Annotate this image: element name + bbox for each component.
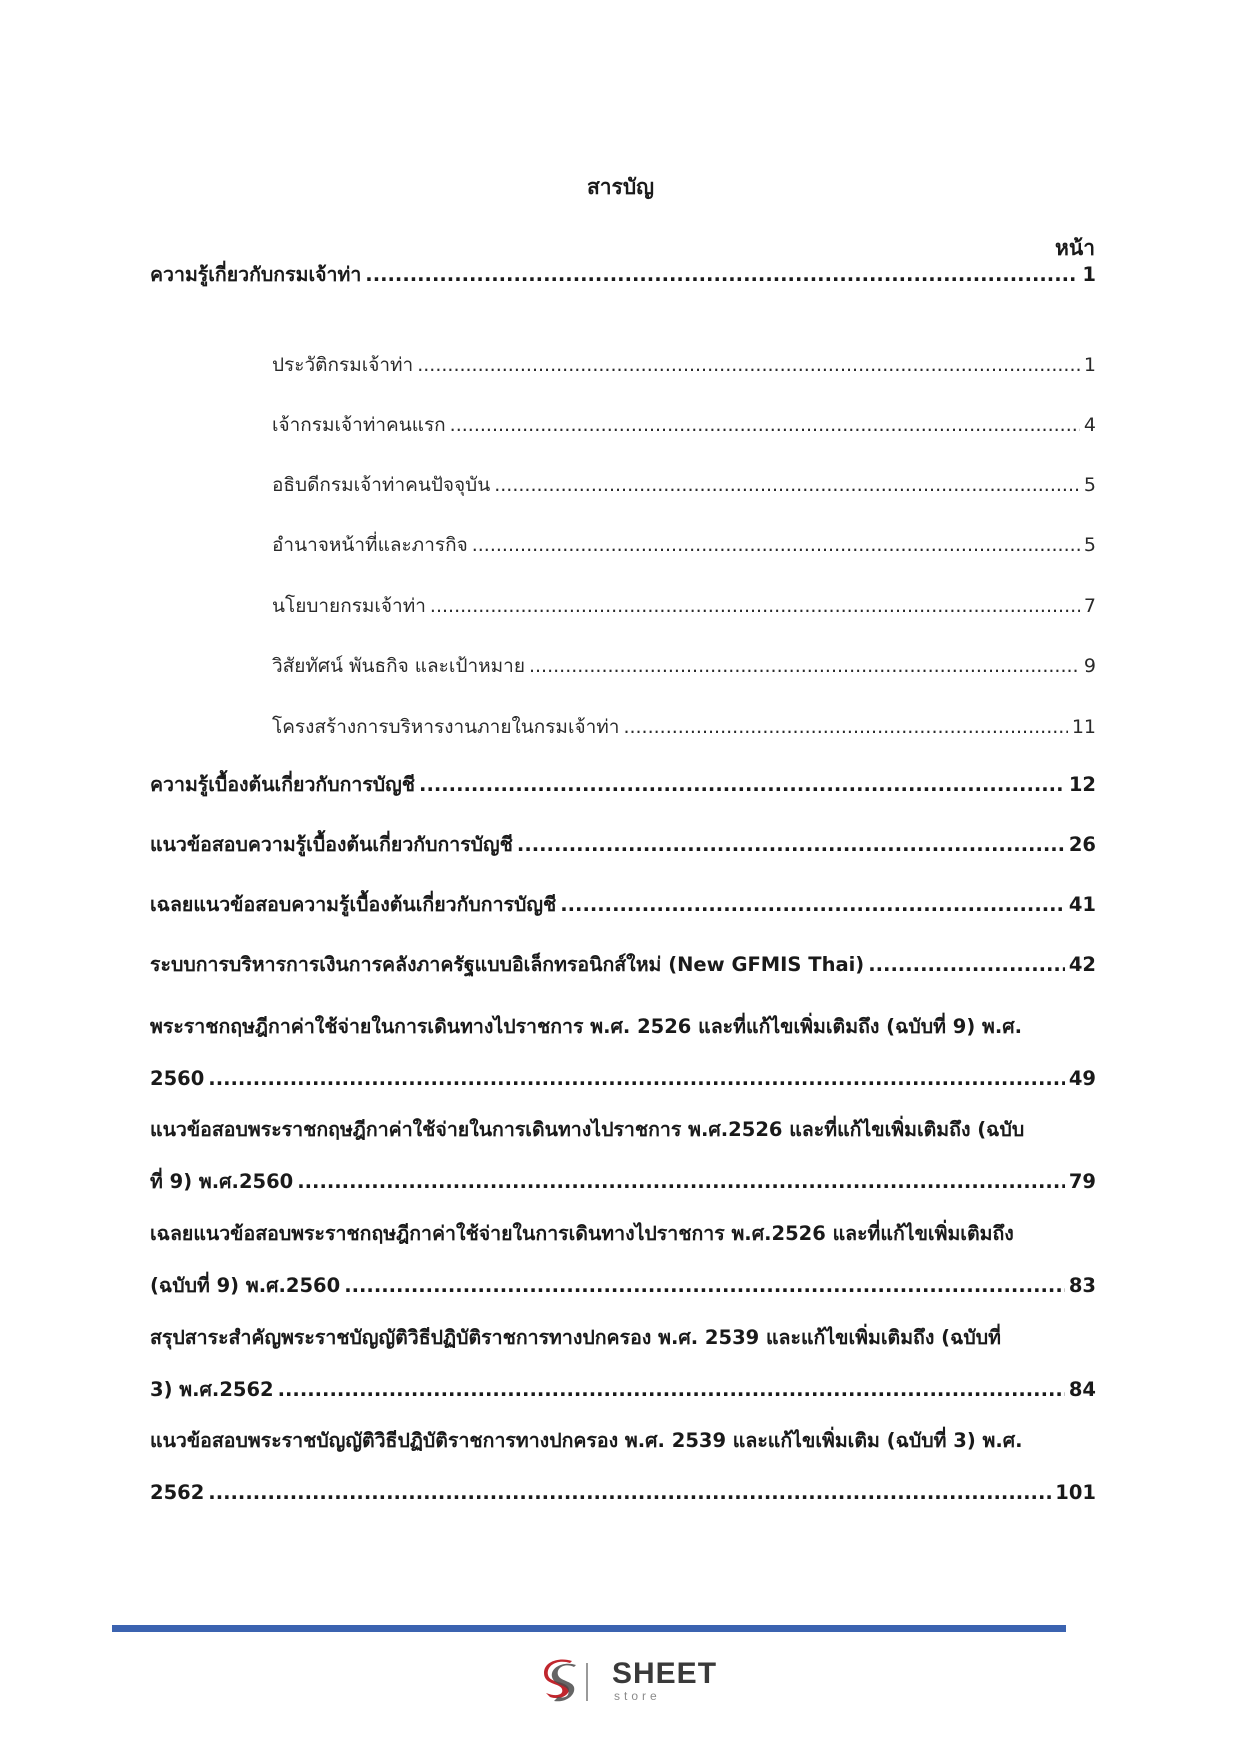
toc-entry-page: 5 — [1083, 474, 1096, 496]
toc-entry-title: วิสัยทัศน์ พันธกิจ และเป้าหมาย — [272, 655, 525, 677]
toc-entry-title-line2: (ฉบับที่ 9) พ.ศ.2560 — [150, 1274, 341, 1297]
toc-entry-title: ความรู้เบื้องต้นเกี่ยวกับการบัญชี — [150, 773, 416, 796]
dot-leader — [344, 1270, 1065, 1302]
page-column-header: หน้า — [1055, 236, 1095, 260]
toc-entry-title-line1[interactable]: สรุปสาระสำคัญพระราชบัญญัติวิธีปฏิบัติราชการทางปกครอง พ.ศ. 2539 และแก้ไขเพิ่มเติมถึง (ฉบับที่ — [150, 1326, 1001, 1349]
dot-leader — [623, 711, 1067, 743]
dot-leader — [278, 1374, 1065, 1406]
toc-subentry[interactable] — [272, 469, 1096, 501]
toc-subentry[interactable] — [272, 529, 1096, 561]
toc-entry-page: 79 — [1068, 1170, 1096, 1193]
toc-entry-title-line1[interactable]: แนวข้อสอบพระราชบัญญัติวิธีปฏิบัติราชการทางปกครอง พ.ศ. 2539 และแก้ไขเพิ่มเติม (ฉบับที่ 3) พ.ศ. — [150, 1429, 1023, 1452]
toc-entry-page: 41 — [1068, 893, 1096, 916]
dot-leader — [560, 889, 1065, 921]
toc-entry-page: 11 — [1071, 716, 1096, 738]
toc-entry-title: อำนาจหน้าที่และภารกิจ — [272, 534, 468, 556]
toc-entry-title-line2: ที่ 9) พ.ศ.2560 — [150, 1170, 294, 1193]
toc-entry[interactable] — [150, 1477, 1096, 1509]
toc-entry-page: 26 — [1068, 833, 1096, 856]
dot-leader — [208, 1477, 1051, 1509]
dot-leader — [208, 1063, 1065, 1095]
toc-entry-page: 1 — [1083, 354, 1096, 376]
dot-leader — [529, 650, 1080, 682]
toc-entry-title-line1[interactable]: เฉลยแนวข้อสอบพระราชกฤษฎีกาค่าใช้จ่ายในการเดินทางไปราชการ พ.ศ.2526 และที่แก้ไขเพิ่มเติมถึง — [150, 1222, 1014, 1245]
toc-entry-page: 101 — [1055, 1481, 1096, 1504]
toc-entry-title: เฉลยแนวข้อสอบความรู้เบื้องต้นเกี่ยวกับการบัญชี — [150, 893, 557, 916]
toc-entry-title-line2: 2562 — [150, 1481, 205, 1504]
toc-entry-page: 9 — [1083, 655, 1096, 677]
toc-subentry[interactable] — [272, 409, 1096, 441]
toc-entry-title: แนวข้อสอบความรู้เบื้องต้นเกี่ยวกับการบัญชี — [150, 833, 513, 856]
dot-leader — [430, 590, 1080, 622]
dot-leader — [472, 529, 1080, 561]
toc-entry-page: 12 — [1068, 773, 1096, 796]
toc-entry-page: 83 — [1068, 1274, 1096, 1297]
toc-entry-title: ประวัติกรมเจ้าท่า — [272, 354, 414, 376]
footer-rule — [112, 1625, 1066, 1632]
toc-subentry[interactable] — [272, 349, 1096, 381]
toc-subentry[interactable] — [272, 590, 1096, 622]
dot-leader — [517, 829, 1065, 861]
toc-entry[interactable] — [150, 769, 1096, 801]
toc-entry-page: 49 — [1068, 1067, 1096, 1090]
toc-entry-title: ระบบการบริหารการเงินการคลังภาครัฐแบบอิเล็กทรอนิกส์ใหม่ (New GFMIS Thai) — [150, 953, 865, 976]
dot-leader — [417, 349, 1080, 381]
dot-leader — [450, 409, 1080, 441]
toc-entry-title: เจ้ากรมเจ้าท่าคนแรก — [272, 414, 446, 436]
toc-entry[interactable] — [150, 1166, 1096, 1198]
toc-entry-title-line1[interactable]: แนวข้อสอบพระราชกฤษฎีกาค่าใช้จ่ายในการเดินทางไปราชการ พ.ศ.2526 และที่แก้ไขเพิ่มเติมถึง (ฉบับ — [150, 1118, 1025, 1141]
logo-subtext: store — [614, 1689, 661, 1703]
dot-leader — [419, 769, 1065, 801]
toc-entry-title: ความรู้เกี่ยวกับกรมเจ้าท่า — [150, 263, 362, 286]
toc-entry-title-line2: 3) พ.ศ.2562 — [150, 1378, 274, 1401]
toc-entry-page: 5 — [1083, 534, 1096, 556]
dot-leader — [297, 1166, 1065, 1198]
toc-entry-title-line1[interactable]: พระราชกฤษฎีกาค่าใช้จ่ายในการเดินทางไปราชการ พ.ศ. 2526 และที่แก้ไขเพิ่มเติมถึง (ฉบับที่ 9) พ.ศ. — [150, 1015, 1023, 1038]
toc-entry[interactable] — [150, 829, 1096, 861]
logo-wordmark: SHEET — [612, 1657, 718, 1690]
toc-entry-page: 84 — [1068, 1378, 1096, 1401]
toc-entry-title-line2: 2560 — [150, 1067, 205, 1090]
toc-entry[interactable] — [150, 1063, 1096, 1095]
toc-subentry[interactable] — [272, 650, 1096, 682]
toc-entry-page: 1 — [1082, 263, 1096, 286]
dot-leader — [365, 259, 1078, 291]
dot-leader — [494, 469, 1080, 501]
toc-entry-title: นโยบายกรมเจ้าท่า — [272, 595, 426, 617]
toc-entry-page: 7 — [1083, 595, 1096, 617]
dot-leader — [868, 949, 1065, 981]
toc-entry[interactable] — [150, 1374, 1096, 1406]
toc-entry-page: 42 — [1068, 953, 1096, 976]
toc-entry[interactable] — [150, 259, 1096, 291]
toc-entry[interactable] — [150, 889, 1096, 921]
page-title: สารบัญ — [586, 175, 655, 199]
toc-entry-title: โครงสร้างการบริหารงานภายในกรมเจ้าท่า — [272, 716, 620, 738]
toc-subentry[interactable] — [272, 711, 1096, 743]
toc-entry-title: อธิบดีกรมเจ้าท่าคนปัจจุบัน — [272, 474, 491, 496]
toc-entry[interactable] — [150, 1270, 1096, 1302]
toc-entry[interactable] — [150, 949, 1096, 981]
toc-entry-page: 4 — [1083, 414, 1096, 436]
